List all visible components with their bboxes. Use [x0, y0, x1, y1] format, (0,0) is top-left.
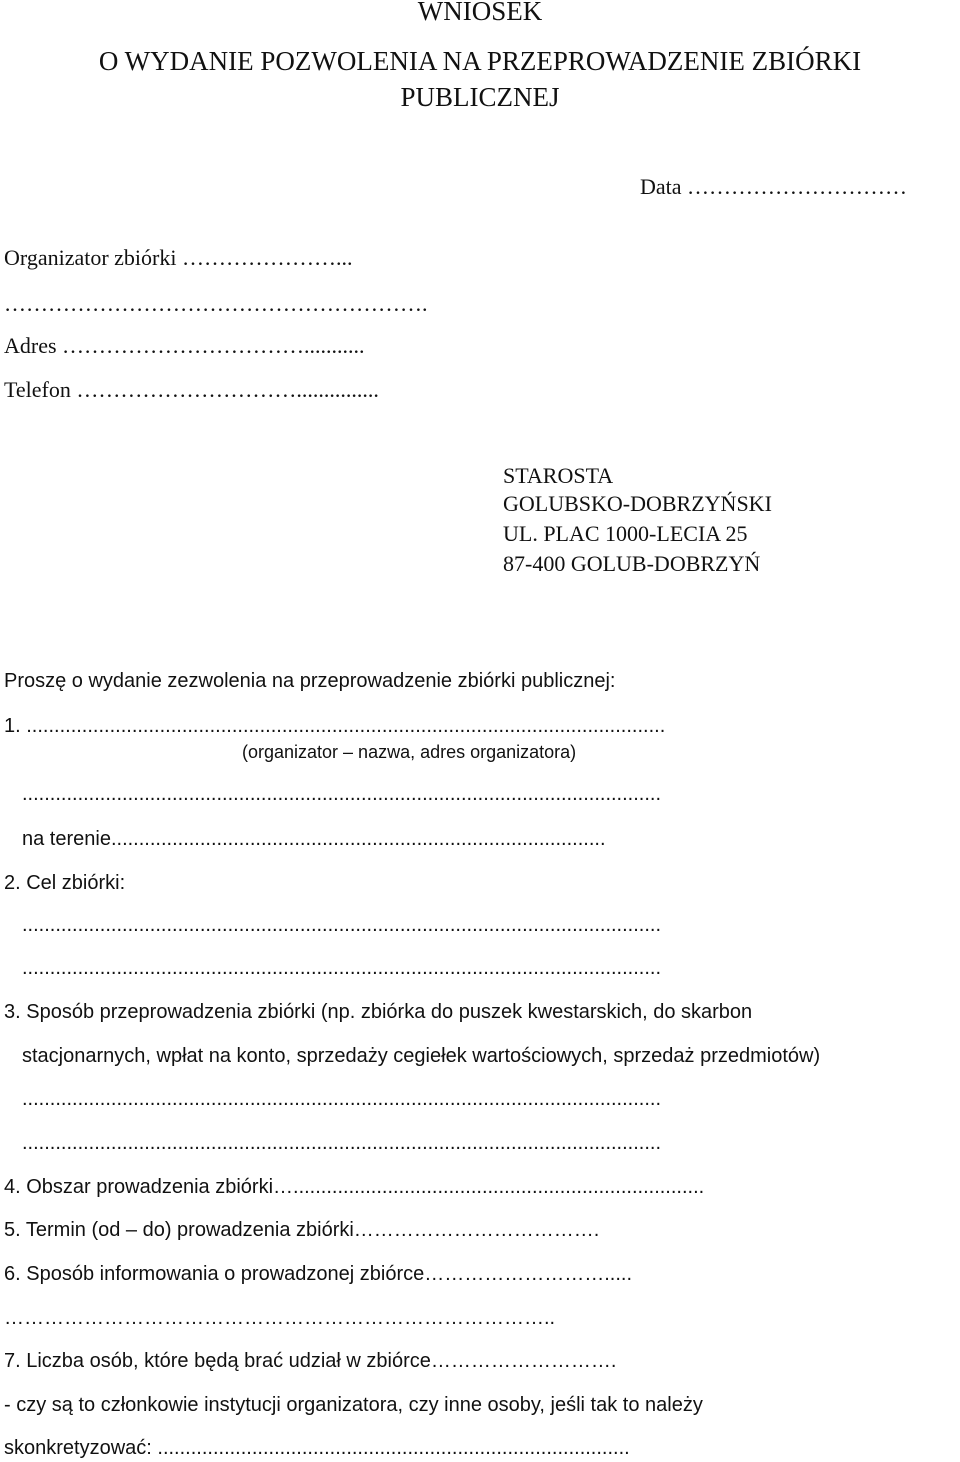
item-7-specify-field[interactable]: skonkretyzować: .....................................................................................	[4, 1437, 630, 1459]
item-7-field[interactable]: 7. Liczba osób, które będą brać udział w zbiórce……………………….	[4, 1350, 617, 1372]
item-2-line2-field[interactable]: ...................................................................................................................	[22, 957, 662, 979]
item-1-continuation-field[interactable]: ...................................................................................................................	[22, 783, 662, 805]
item-3-label: 3. Sposób przeprowadzenia zbiórki (np. zbiórka do puszek kwestarskich, do skarbon	[4, 1001, 753, 1023]
item-3-line2-field[interactable]: ...................................................................................................................	[22, 1132, 662, 1154]
phone-field[interactable]: Telefon …………………………...............	[4, 377, 379, 402]
date-field[interactable]: Data …………………………	[640, 174, 908, 199]
item-1-field[interactable]: 1. ...................................................................................................................	[4, 715, 666, 737]
document-subtitle-line2: PUBLICZNEJ	[400, 82, 560, 112]
recipient-line2: GOLUBSKO-DOBRZYŃSKI	[503, 491, 772, 516]
item-2-line1-field[interactable]: ...................................................................................................................	[22, 914, 662, 936]
item-3-line1-field[interactable]: ...................................................................................................................	[22, 1088, 662, 1110]
recipient-line4: 87-400 GOLUB-DOBRZYŃ	[503, 551, 761, 576]
organizer-field[interactable]: Organizator zbiórki …………………...	[4, 245, 353, 270]
item-6-continuation-field[interactable]: ………………………………………………………………………..	[4, 1307, 556, 1329]
request-intro: Proszę o wydanie zezwolenia na przeprowadzenie zbiórki publicznej:	[4, 670, 616, 692]
document-title: WNIOSEK	[417, 0, 543, 26]
item-3-continuation: stacjonarnych, wpłat na konto, sprzedaży cegiełek wartościowych, sprzedaż przedmiotów)	[22, 1045, 821, 1067]
recipient-line3: UL. PLAC 1000-LECIA 25	[503, 521, 748, 546]
item-6-field[interactable]: 6. Sposób informowania o prowadzonej zbiórce……………………….....	[4, 1263, 633, 1285]
item-7-question: - czy są to członkowie instytucji organizatora, czy inne osoby, jeśli tak to należy	[4, 1394, 703, 1416]
item-5-field[interactable]: 5. Termin (od – do) prowadzenia zbiórki……………………………….	[4, 1219, 600, 1241]
document-subtitle-line1: O WYDANIE POZWOLENIA NA PRZEPROWADZENIE ZBIÓRKI	[98, 46, 862, 76]
address-field[interactable]: Adres ……………………………...........	[4, 333, 365, 358]
item-1-hint: (organizator – nazwa, adres organizatora)	[242, 742, 577, 762]
recipient-line1: STAROSTA	[503, 463, 614, 488]
item-1-terrain-field[interactable]: na terenie.........................................................................................	[22, 828, 606, 850]
item-2-label: 2. Cel zbiórki:	[4, 872, 126, 894]
item-4-field[interactable]: 4. Obszar prowadzenia zbiórki…..........................................................................	[4, 1176, 705, 1198]
organizer-continuation-field[interactable]: ………………………………………………….	[4, 291, 428, 316]
